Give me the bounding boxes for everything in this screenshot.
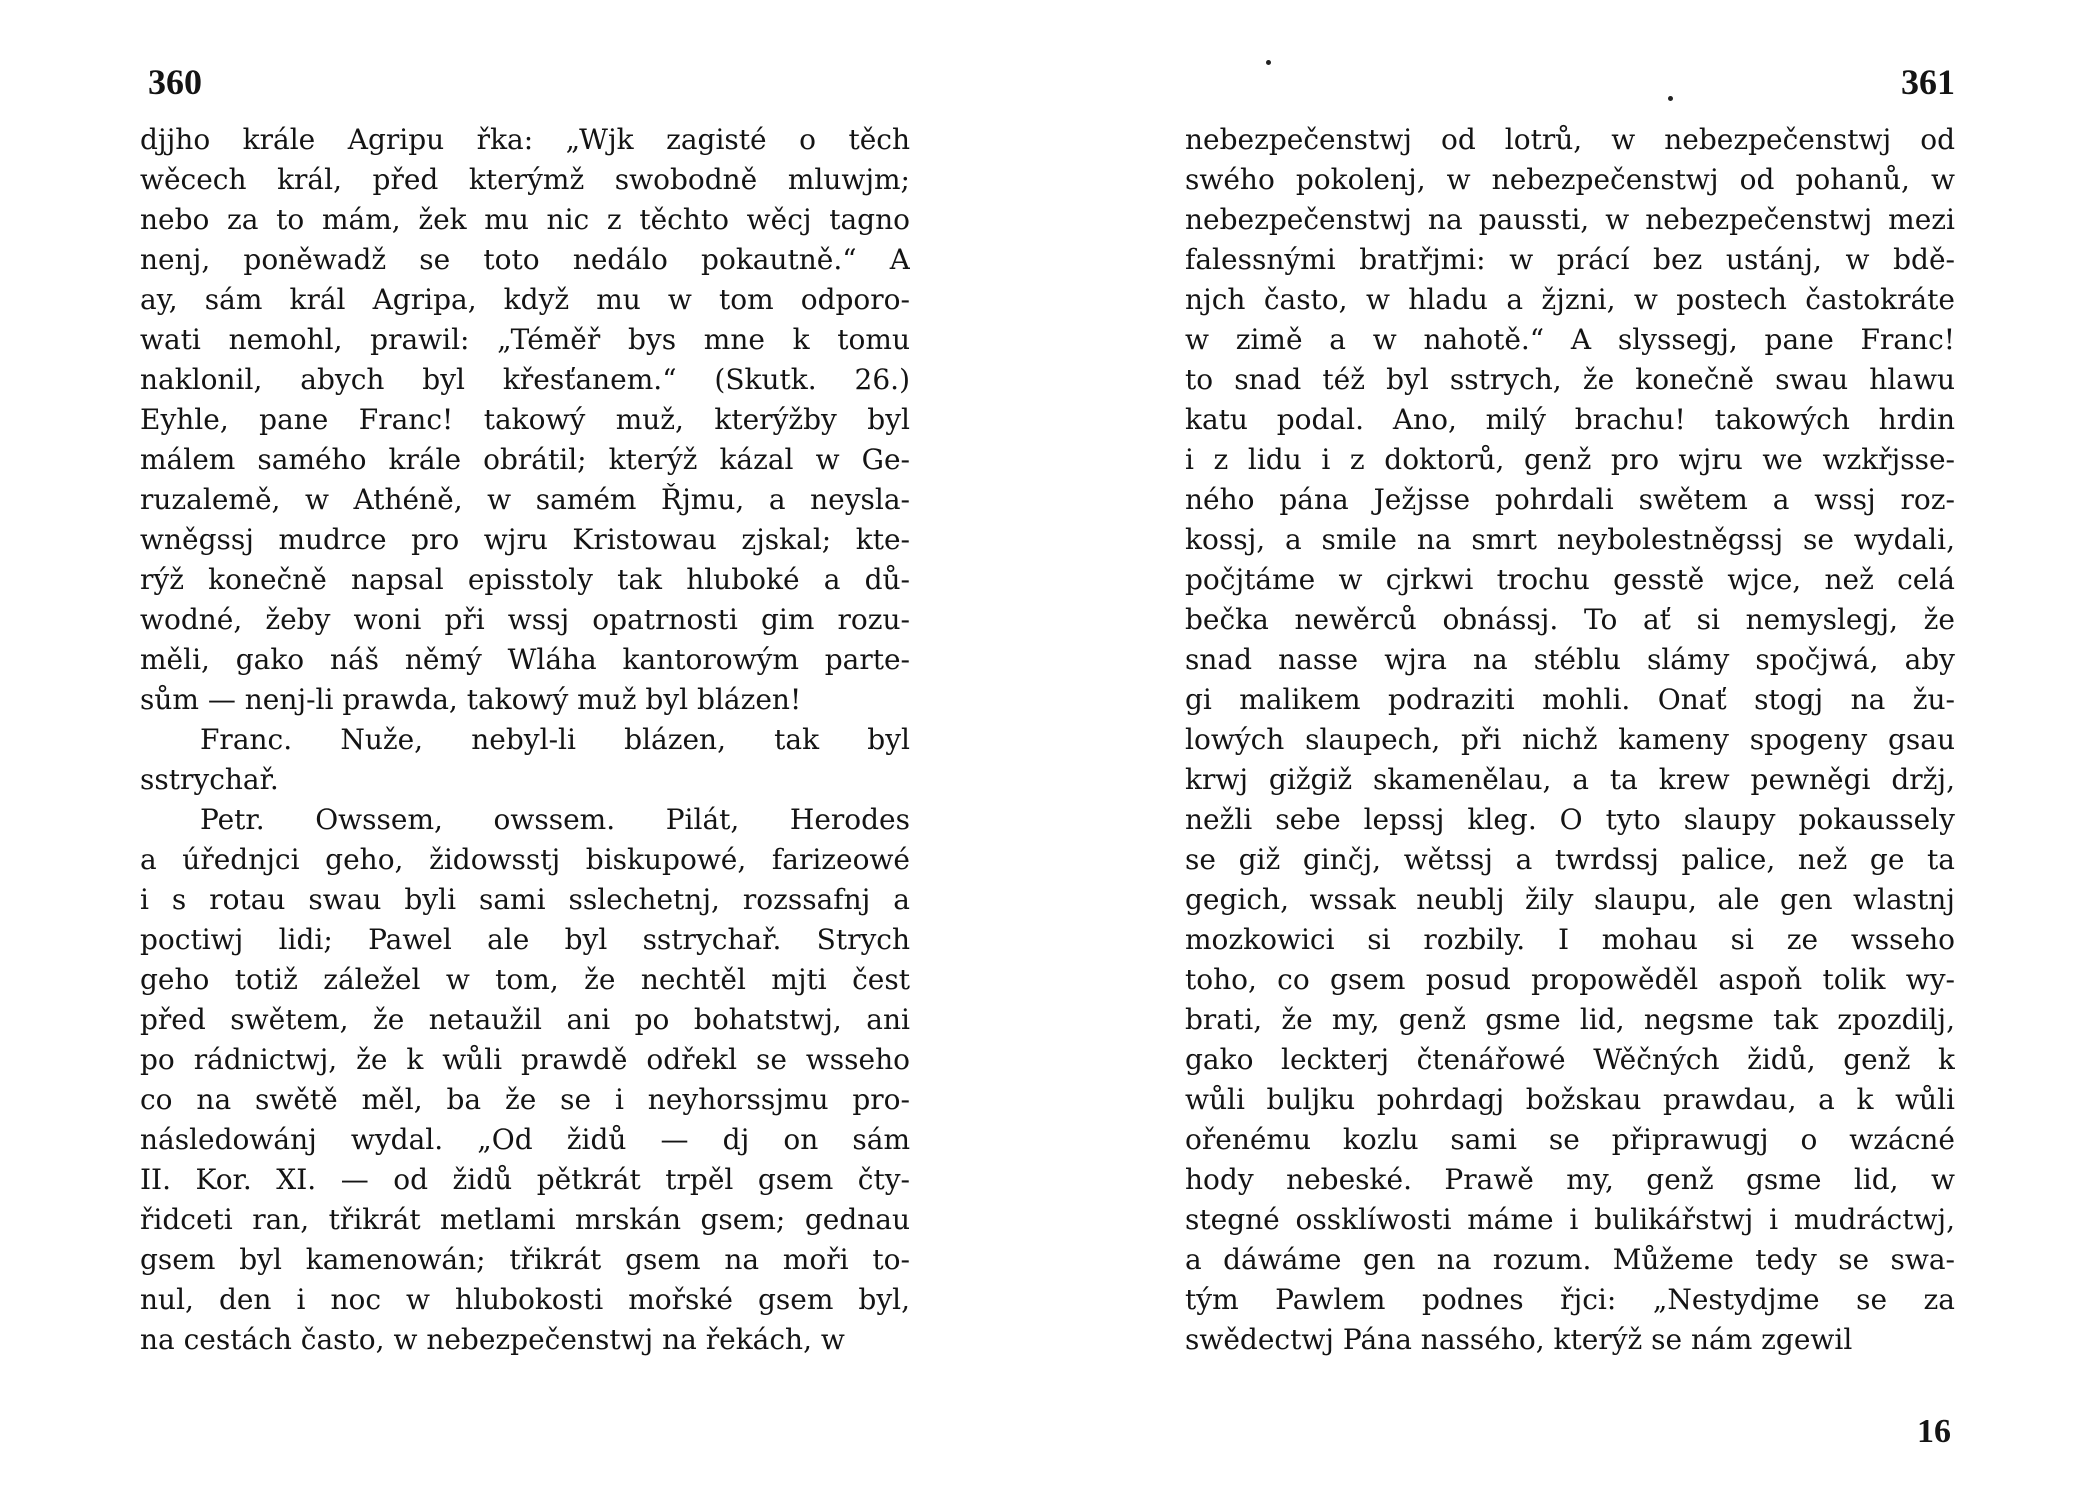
text-line: brati, že my, genž gsme lid, negsme tak zpozdilj, — [1185, 1003, 1955, 1036]
text-line: snad nasse wjra na stéblu slámy spočjwá, aby — [1185, 643, 1955, 676]
text-line: falessnými bratřjmi: w prácí bez ustánj, w bdě- — [1185, 243, 1955, 276]
text-line: swého pokolenj, w nebezpečenstwj od pohanů, w — [1185, 163, 1955, 196]
text-line: rýž konečně napsal episstoly tak hluboké a dů- — [140, 563, 910, 596]
text-line: po rádnictwj, že k wůli prawdě odřekl se wsseho — [140, 1043, 910, 1076]
signature-mark: 16 — [1917, 1413, 1951, 1450]
text-line: to snad též byl sstrych, že konečně swau hlawu — [1185, 363, 1955, 396]
text-line: njch často, w hladu a žjzni, w postech častokráte — [1185, 283, 1955, 316]
page-number: 360 — [148, 62, 202, 102]
text-line: wati nemohl, prawil: „Téměř bys mne k tomu — [140, 323, 910, 356]
text-line: wodné, žeby woni při wssj opatrnosti gim rozu- — [140, 603, 910, 636]
text-line: wněgssj mudrce pro wjru Kristowau zjskal; kte- — [140, 523, 910, 556]
text-line: wěcech král, před kterýmž swobodně mluwjm; — [140, 163, 910, 196]
text-line: katu podal. Ano, milý brachu! takowých hrdin — [1185, 403, 1955, 436]
text-line: i s rotau swau byli sami sslechetnj, rozssafnj a — [140, 883, 910, 916]
text-line: sstrychař. — [140, 763, 279, 796]
text-line: krwj gižgiž skamenělau, a ta krew pewněgi držj, — [1185, 763, 1955, 796]
text-line: gako leckterj čtenářowé Wěčných židů, genž k — [1185, 1043, 1955, 1076]
text-line: co na swětě měl, ba že se i neyhorssjmu pro- — [140, 1083, 910, 1116]
text-line: následowánj wydal. „Od židů — dj on sám — [140, 1123, 910, 1156]
right-page — [1185, 0, 1955, 1500]
text-line: před swětem, že netaužil ani po bohatstwj, ani — [140, 1003, 910, 1036]
text-line: i z lidu i z doktorů, genž pro wjru we wzkřjsse- — [1185, 443, 1955, 476]
text-line: málem samého krále obrátil; kterýž kázal w Ge- — [140, 443, 910, 476]
text-line: bečka newěrců obnássj. To ať si nemyslegj, že — [1185, 603, 1955, 636]
text-line: nebezpečenstwj od lotrů, w nebezpečenstwj od — [1185, 123, 1955, 156]
text-line: swědectwj Pána nassého, kterýž se nám zgewil — [1185, 1323, 1853, 1356]
text-line: gi malikem podraziti mohli. Onať stogj na žu- — [1185, 683, 1955, 716]
text-line: gegich, wssak neublj žily slaupu, ale gen wlastnj — [1185, 883, 1955, 916]
text-line: geho totiž záležel w tom, že nechtěl mjti čest — [140, 963, 910, 996]
text-line: tým Pawlem podnes řjci: „Nestydjme se za — [1185, 1283, 1955, 1316]
left-page-text — [140, 120, 910, 1360]
text-line: lowých slaupech, při nichž kameny spogeny gsau — [1185, 723, 1955, 756]
text-line: nebo za to mám, žek mu nic z těchto wěcj tagno — [140, 203, 910, 236]
page-number: 361 — [1901, 62, 1955, 102]
text-line: na cestách často, w nebezpečenstwj na řekách, w — [140, 1323, 845, 1356]
text-line: naklonil, abych byl křesťanem.“ (Skutk. 26.) — [140, 363, 910, 396]
text-line: nul, den i noc w hlubokosti mořské gsem byl, — [140, 1283, 910, 1316]
text-line: nenj, poněwadž se toto nedálo pokautně.“ A — [140, 243, 910, 276]
text-line: sům — nenj-li prawda, takowý muž byl blázen! — [140, 683, 802, 716]
text-line: měli, gako náš němý Wláha kantorowým parte- — [140, 643, 910, 676]
text-line: kossj, a smile na smrt neybolestněgssj se wydali, — [1185, 523, 1955, 556]
right-page-text — [1185, 120, 1955, 1360]
text-line: řidceti ran, třikrát metlami mrskán gsem; gednau — [140, 1203, 910, 1236]
text-line: a dáwáme gen na rozum. Můžeme tedy se swa- — [1185, 1243, 1955, 1276]
text-line: hody nebeské. Prawě my, genž gsme lid, w — [1185, 1163, 1955, 1196]
text-line: a úřednjci geho, židowsstj biskupowé, farizeowé — [140, 843, 910, 876]
text-line: nebezpečenstwj na paussti, w nebezpečenstwj mezi — [1185, 203, 1955, 236]
text-line: poctiwj lidi; Pawel ale byl sstrychař. Strych — [140, 923, 910, 956]
text-line: ruzalemě, w Athéně, w samém Řjmu, a neysla- — [140, 483, 910, 516]
text-line: toho, co gsem posud propowěděl aspoň tolik wy- — [1185, 963, 1955, 996]
text-line: w zimě a w nahotě.“ A slyssegj, pane Franc! — [1185, 323, 1955, 356]
text-line: ay, sám král Agripa, když mu w tom odporo- — [140, 283, 910, 316]
text-line: nežli sebe lepssj kleg. O tyto slaupy pokaussely — [1185, 803, 1955, 836]
text-line: II. Kor. XI. — od židů pětkrát trpěl gsem čty- — [140, 1163, 910, 1196]
text-line: počjtáme w cjrkwi trochu gesstě wjce, než celá — [1185, 563, 1955, 596]
text-line: ořenému kozlu sami se připrawugj o wzácné — [1185, 1123, 1955, 1156]
text-line: mozkowici si rozbily. I mohau si ze wsseho — [1185, 923, 1955, 956]
text-line: wůli buljku pohrdagj božskau prawdau, a k wůli — [1185, 1083, 1955, 1116]
text-line: djjho krále Agripu řka: „Wjk zagisté o těch — [140, 123, 910, 156]
text-line: Franc. Nuže, nebyl-li blázen, tak byl — [200, 723, 910, 756]
text-line: se giž ginčj, wětssj a twrdssj palice, než ge ta — [1185, 843, 1955, 876]
text-line: ného pána Ježjsse pohrdali swětem a wssj roz- — [1185, 483, 1955, 516]
text-line: Petr. Owssem, owssem. Pilát, Herodes — [200, 803, 910, 836]
text-line: Eyhle, pane Franc! takowý muž, kterýžby byl — [140, 403, 910, 436]
text-line: stegné ossklíwosti máme i bulikářstwj i mudráctwj, — [1185, 1203, 1955, 1236]
text-line: gsem byl kamenowán; třikrát gsem na moři to- — [140, 1243, 910, 1276]
left-page — [140, 0, 910, 1500]
